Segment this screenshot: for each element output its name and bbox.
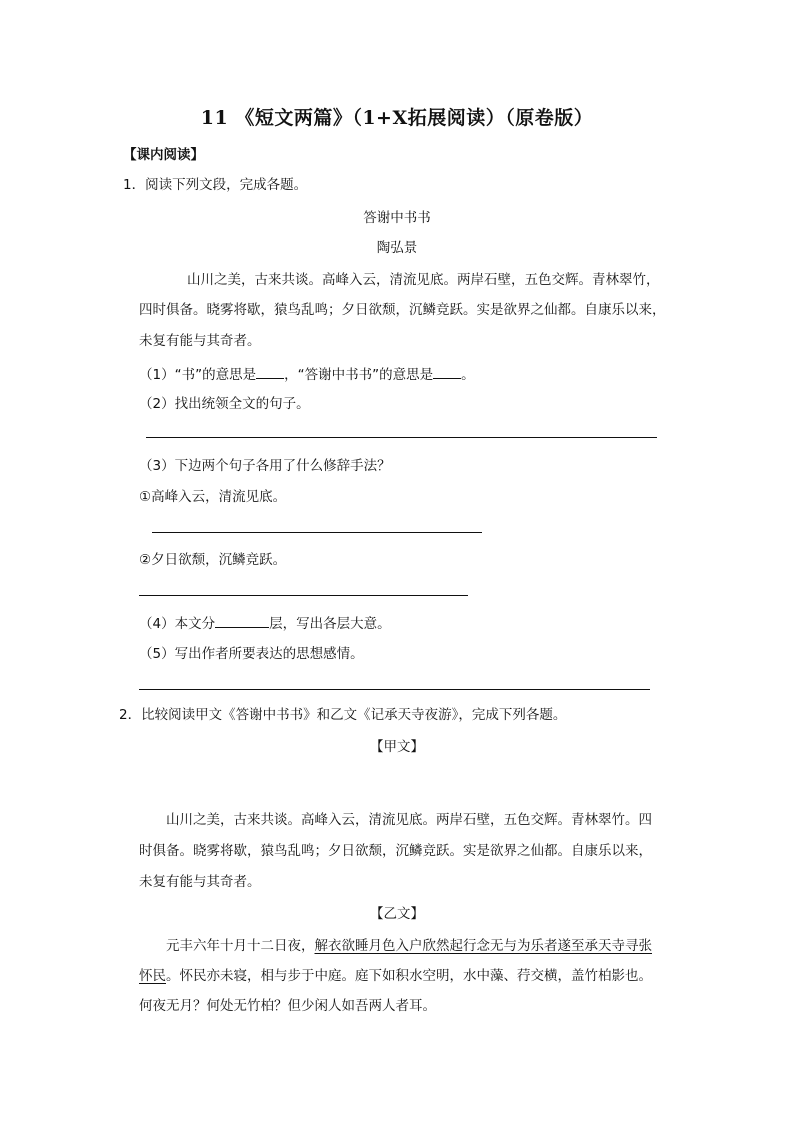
jia-passage-line-2: 时俱备。晓雾将歇，猿鸟乱鸣；夕日欲颓，沉鳞竞跃。实是欲界之仙都。自康乐以来， <box>139 843 652 859</box>
q1-sub3-item-2-answer-line[interactable] <box>139 595 468 596</box>
q1-sub2-answer-line[interactable] <box>146 437 657 438</box>
q1-sub1-blank-2[interactable] <box>433 364 461 379</box>
q1-sub2: （2）找出统领全文的句子。 <box>139 396 310 412</box>
yi-heading: 【乙文】 <box>370 906 424 922</box>
yi-passage-line-3: 何夜无月？何处无竹柏？但少闲人如吾两人者耳。 <box>139 998 436 1014</box>
yi-passage-line-1 <box>166 937 652 955</box>
question-2-prompt: 2．比较阅读甲文《答谢中书书》和乙文《记承天寺夜游》，完成下列各题。 <box>119 707 567 723</box>
jia-heading: 【甲文】 <box>370 739 424 755</box>
q1-sub4-blank[interactable] <box>215 613 269 628</box>
q1-sub3: （3）下边两个句子各用了什么修辞手法？ <box>139 458 391 474</box>
q1-sub5-answer-line[interactable] <box>139 689 650 690</box>
q1-sub1-text-b: ，“答谢中书书”的意思是 <box>284 367 434 383</box>
q1-sub1-text-a: （1）“书”的意思是 <box>139 367 257 383</box>
yi-line-1-text: 元丰六年十月十二日夜， <box>166 938 315 954</box>
q1-passage-line-3: 未复有能与其奇者。 <box>139 333 261 349</box>
section-heading-in-class: 【课内阅读】 <box>123 147 204 163</box>
yi-passage-line-2 <box>139 967 652 985</box>
yi-line-2-text: 。怀民亦未寝，相与步于中庭。庭下如积水空明，水中藻、荇交横，盖竹柏影也。 <box>166 968 652 984</box>
q1-sub1 <box>139 364 475 384</box>
poem-author: 陶弘景 <box>376 240 418 256</box>
q1-passage-line-2: 四时俱备。晓雾将歇，猿鸟乱鸣；夕日欲颓，沉鳞竞跃。实是欲界之仙都。自康乐以来， <box>139 302 666 318</box>
q1-sub4-text-a: （4）本文分 <box>139 616 216 632</box>
jia-passage-line-1: 山川之美，古来共谈。高峰入云，清流见底。两岸石壁，五色交辉。青林翠竹。四 <box>166 812 652 828</box>
q1-sub3-item-1: ①高峰入云，清流见底。 <box>139 489 287 505</box>
question-1-prompt: 1．阅读下列文段，完成各题。 <box>123 177 308 193</box>
q1-sub1-blank-1[interactable] <box>256 364 284 379</box>
q1-sub1-text-c: 。 <box>461 367 475 383</box>
q1-sub3-item-1-answer-line[interactable] <box>152 532 482 533</box>
q1-sub4 <box>139 613 391 633</box>
jia-passage-line-3: 未复有能与其奇者。 <box>139 874 261 890</box>
q1-sub5: （5）写出作者所要表达的思想感情。 <box>139 646 364 662</box>
yi-line-1-underlined: 解衣欲睡月色入户欣然起行念无与为乐者遂至承天寺寻张 <box>314 938 652 954</box>
q1-sub3-item-2: ②夕日欲颓，沉鳞竞跃。 <box>139 552 287 568</box>
yi-line-2-underlined: 怀民 <box>139 968 166 984</box>
q1-passage-line-1: 山川之美，古来共谈。高峰入云，清流见底。两岸石壁，五色交辉。青林翠竹， <box>187 272 660 288</box>
page-title: 11 《短文两篇》（1+X拓展阅读）（原卷版） <box>200 107 594 129</box>
q1-sub4-text-b: 层，写出各层大意。 <box>269 616 391 632</box>
poem-title: 答谢中书书 <box>363 210 431 226</box>
